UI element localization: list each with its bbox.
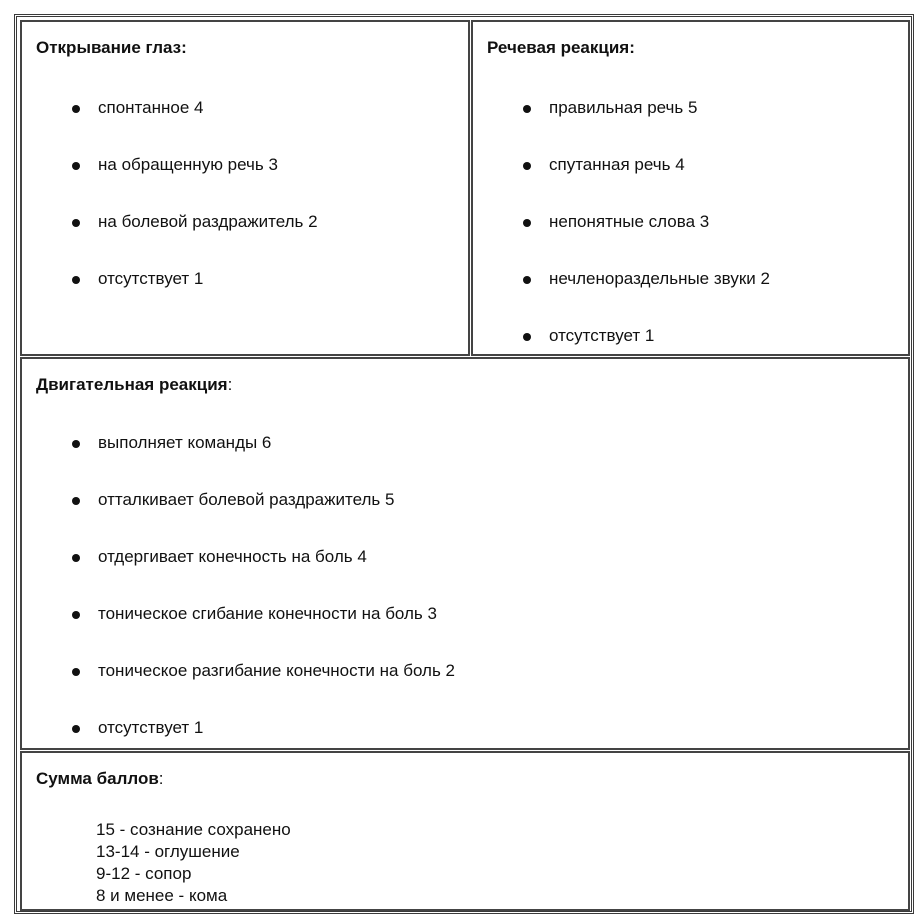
list-item: отсутствует 1 <box>70 718 455 775</box>
list-item: отталкивает болевой раздражитель 5 <box>70 490 455 547</box>
list-item: на обращенную речь 3 <box>70 155 318 212</box>
list-item: спутанная речь 4 <box>521 155 770 212</box>
glasgow-scale-table <box>14 14 914 914</box>
bullet-icon <box>72 105 80 113</box>
total-score-cell <box>20 751 910 911</box>
motor-response-list <box>70 433 455 775</box>
verbal-response-list <box>521 98 770 383</box>
score-line: 8 и менее - кома <box>96 886 228 905</box>
list-item: нечленораздельные звуки 2 <box>521 269 770 326</box>
motor-response-heading: Двигательная реакция: <box>36 375 233 394</box>
bullet-icon <box>72 611 80 619</box>
list-item: спонтанное 4 <box>70 98 318 155</box>
bullet-icon <box>72 725 80 733</box>
bullet-icon <box>72 162 80 170</box>
bullet-icon <box>523 276 531 284</box>
score-line: 15 - сознание сохранено <box>96 820 291 839</box>
list-item: непонятные слова 3 <box>521 212 770 269</box>
bullet-icon <box>72 668 80 676</box>
bullet-icon <box>72 219 80 227</box>
list-item: на болевой раздражитель 2 <box>70 212 318 269</box>
bullet-icon <box>523 333 531 341</box>
eye-opening-heading: Открывание глаз: <box>36 38 187 57</box>
list-item: выполняет команды 6 <box>70 433 455 490</box>
list-item: тоническое разгибание конечности на боль 2 <box>70 661 455 718</box>
score-line: 9-12 - сопор <box>96 864 192 883</box>
bullet-icon <box>72 554 80 562</box>
bullet-icon <box>523 162 531 170</box>
list-item: отдергивает конечность на боль 4 <box>70 547 455 604</box>
bullet-icon <box>523 219 531 227</box>
total-score-heading: Сумма баллов: <box>36 769 164 788</box>
list-item: правильная речь 5 <box>521 98 770 155</box>
eye-opening-cell <box>20 20 470 356</box>
motor-response-cell <box>20 357 910 750</box>
bullet-icon <box>523 105 531 113</box>
score-line: 13-14 - оглушение <box>96 842 240 861</box>
verbal-response-heading: Речевая реакция: <box>487 38 635 57</box>
verbal-response-cell <box>471 20 910 356</box>
bullet-icon <box>72 440 80 448</box>
list-item: тоническое сгибание конечности на боль 3 <box>70 604 455 661</box>
bullet-icon <box>72 276 80 284</box>
list-item: отсутствует 1 <box>70 269 318 326</box>
eye-opening-list <box>70 98 318 326</box>
list-item: отсутствует 1 <box>521 326 770 383</box>
bullet-icon <box>72 497 80 505</box>
score-interpretation <box>96 819 291 907</box>
